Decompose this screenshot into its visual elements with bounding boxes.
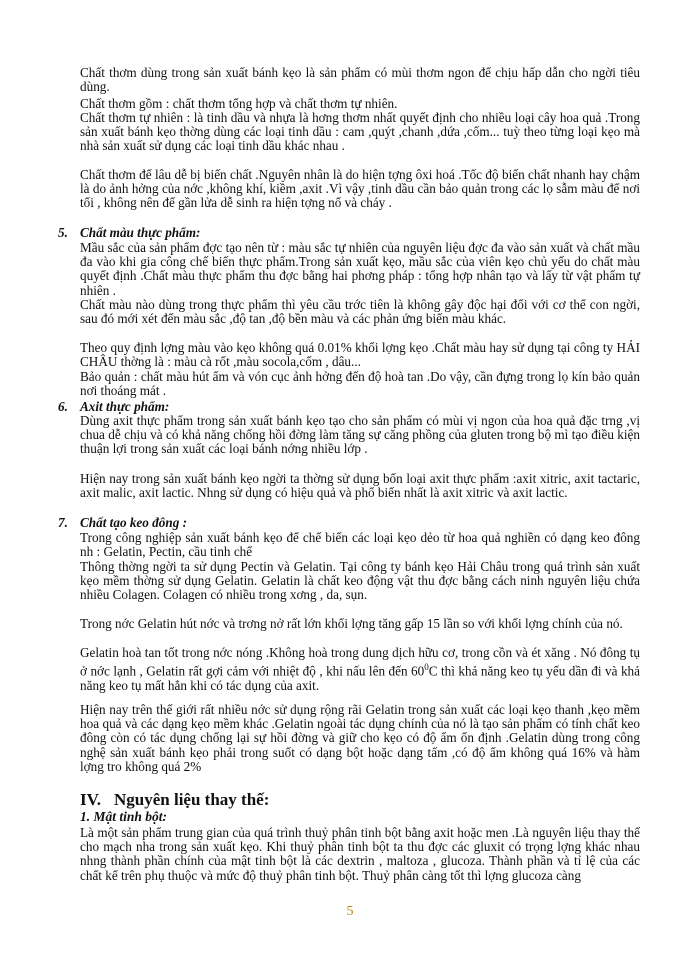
heading-section-5 — [58, 226, 200, 240]
paragraph-gelatin-usage: Thông thờng ngời ta sử dụng Pectin và Gelatin. Tại công ty bánh kẹo Hải Châu trong quá trình sản xuất kẹo mềm thờng sử dụng Gelatin. Gelatin là chất keo động vật thu đợc bằng cách ninh nguyên liệu chứa nhiều Colagen. Colagen có nhiều trong xơng , da, sụn. — [80, 559, 640, 603]
paragraph-color-safety: Chất màu nào dùng trong thực phẩm thì yêu cầu trớc tiên là không gây độc hại đối với cơ thể con ngời, sau đó mới xét đến màu sắc ,độ tan ,độ bền màu và các phản ứng biến màu khác. — [80, 297, 640, 327]
page-number: 5 — [346, 904, 354, 919]
paragraph-gelling-intro: Trong công nghiệp sản xuất bánh kẹo để chế biến các loại kẹo dẻo từ hoa quả nghiền có dạng keo đông nh : Gelatin, Pectin, cầu tinh chế — [80, 530, 640, 560]
paragraph-color-regulation: Theo quy định lợng màu vào kẹo không quá 0.01% khối lợng kẹo .Chất màu hay sử dụng tại công ty HẢI CHÂU thờng là : màu cà rốt ,màu socola,cốm , dâu... — [80, 340, 640, 370]
paragraph-color-storage: Bảo quản : chất màu hút ẩm và vón cục ảnh hởng đến độ hoà tan .Do vậy, cần đựng trong lọ kín bảo quản nơi thoáng mát . — [80, 369, 640, 399]
degree-superscript: 0 — [424, 662, 429, 673]
paragraph-aroma-intro: Chất thơm dùng trong sản xuất bánh kẹo là sản phẩm có mùi thơm ngon để chịu hấp dẫn cho ngời tiêu dùng. — [80, 65, 640, 95]
heading-section-7 — [58, 516, 187, 530]
heading-subsection-1: 1. Mật tinh bột: — [80, 809, 168, 824]
paragraph-acid-use: Dùng axit thực phẩm trong sản xuất bánh kẹo tạo cho sản phẩm có mùi vị ngon của hoa quả đặc trng ,vị chua dễ chịu và có khả năng chống hồi đờng làm tăng sự căng phồng của gluten trong bộ mì tạo điều kiện thuận lợi trong sản xuất các loại bánh nớng nhiều lớp . — [80, 413, 640, 457]
paragraph-acid-types: Hiện nay trong sản xuất bánh kẹo ngời ta thờng sử dụng bốn loại axit thực phẩm :axit xitric, axit tactaric, axit malic, axit lactic. Nhng sử dụng có hiệu quả và phổ biến nhất là axit xitric và axit lactic. — [80, 471, 640, 501]
paragraph-starch-syrup: Là một sản phẩm trung gian của quá trình thuỷ phân tinh bột bằng axit hoặc men .Là nguyên liệu thay thế cho mạch nha trong sản xuất kẹo. Khi thuỷ phân tinh bột ta thu đợc các gluxit có trọng lợng khác nhau nhng thành phần chính của mật tinh bột là các dextrin , maltoza , glucoza. Thành phần và tỉ lệ của các chất kể trên phụ thuộc và mức độ thuỷ phân tinh bột. Thuỷ phân càng tốt thì lợng glucoza càng — [80, 825, 640, 883]
heading-text: Nguyên liệu thay thế: — [114, 790, 270, 809]
heading-number: 6. — [58, 399, 68, 414]
gelatin-solubility-text-cont: C thì khả năng keo tụ yếu dần đi và khả năng keo tụ mất hẳn khi có tác dụng của axit. — [80, 663, 640, 693]
paragraph-gelatin-solubility — [80, 646, 640, 693]
paragraph-gelatin-swelling: Trong nớc Gelatin hút nớc và trơng nở rất lớn khối lợng tăng gấp 15 lần so với khối lợng chính của nó. — [80, 616, 623, 631]
heading-number: 7. — [58, 515, 68, 530]
heading-text: Chất màu thực phẩm: — [80, 225, 201, 240]
paragraph-color-source: Mầu sắc của sản phẩm đợc tạo nên từ : màu sắc tự nhiên của nguyên liệu đợc đa vào sản xuất và chất mầu đa vào khi gia công chế biến thực phẩm.Trong sản xuất kẹo, mầu sắc của viên kẹo chủ yếu do chất màu quyết định .Chất màu thực phẩm thu đợc bằng hai phơng pháp : tổng hợp nhân tạo và lấy từ vật phẩm tự nhiên . — [80, 240, 640, 298]
heading-number: 5. — [58, 225, 68, 240]
heading-number: IV. — [80, 790, 101, 809]
paragraph-natural-aroma: Chất thơm tự nhiên : là tinh dầu và nhựa là hơng thơm nhất quyết định cho nhiều loại cây hoa quả .Trong sản xuất bánh kẹo thờng dùng các loại tinh dầu : cam ,quýt ,chanh ,dứa ,cốm... tuỳ theo từng loại kẹo mà nhà sản xuất sử dụng các loại tinh dầu khác nhau . — [80, 110, 640, 154]
paragraph-aroma-types: Chất thơm gồm : chất thơm tổng hợp và chất thơm tự nhiên. — [80, 96, 398, 111]
heading-text: Axit thực phẩm: — [80, 399, 170, 414]
heading-text: Chất tạo keo đông : — [80, 515, 187, 530]
gelatin-solubility-text: Gelatin hoà tan tốt trong nớc nóng .Không hoà trong dung dịch hữu cơ, trong cồn và ét xăng . Nó đông tụ ở nớc lạnh , Gelatin rất gợi cảm với nhiệt độ , khi nấu lên đến 60 — [80, 645, 640, 679]
heading-section-iv — [80, 790, 270, 809]
paragraph-gelatin-worldwide: Hiện nay trên thế giới rất nhiều nớc sử dụng rộng rãi Gelatin trong sản xuất các loại kẹo thanh ,kẹo mềm hoa quả và các dạng kẹo mềm khác .Gelatin ngoài tác dụng chính của nó là tạo sản phẩm có tính chất keo đông còn có tác dụng chống lại sự hồi đờng và giữ cho kẹo có độ ẩm ổn định .Gelatin dùng trong công nghệ sản xuất bánh kẹo phải trong suốt có dạng bột hoặc dạng tấm ,có độ ẩm không quá 16% và hàm lợng tro không quá 2% — [80, 702, 640, 774]
paragraph-aroma-storage: Chất thơm để lâu dễ bị biến chất .Nguyên nhân là do hiện tợng ôxi hoá .Tốc độ biến chất nhanh hay chậm là do ảnh hởng của nớc ,không khí, kiềm ,axit .Vì vậy ,tinh dầu cần bảo quản trong các lọ sẫm màu để nơi tối , không nên để gần lửa dễ sinh ra hiện tợng nổ và cháy . — [80, 167, 640, 211]
